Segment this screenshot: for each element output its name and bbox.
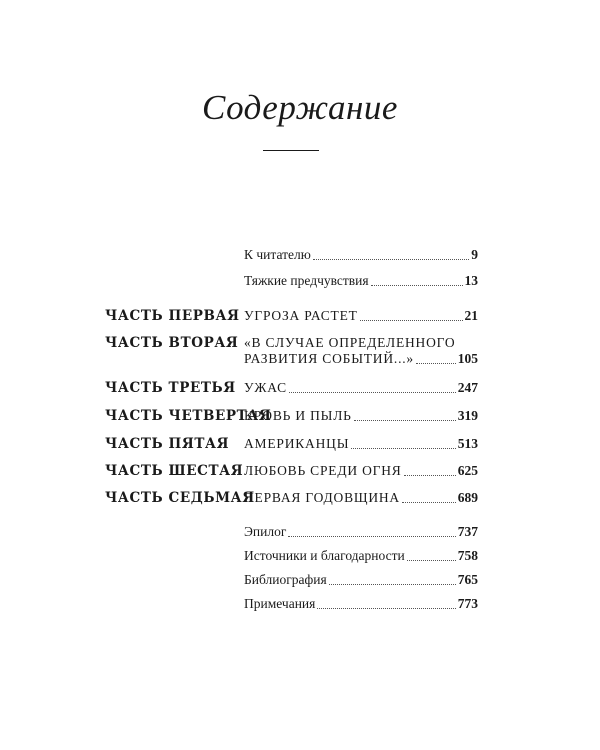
part-label-2: ЧАСТЬ ВТОРАЯ [105,335,239,351]
dot-leader [371,285,463,286]
toc-entry-part-5[interactable] [244,436,478,452]
dot-leader [416,363,456,364]
toc-entry-label: Тяжкие предчувствия [244,273,369,288]
dot-leader [288,536,455,537]
toc-entry-label: АМЕРИКАНЦЫ [244,436,350,451]
toc-page-number: 737 [457,524,478,539]
toc-entry-label: Эпилог [244,524,287,539]
toc-entry-line2 [244,351,478,367]
dot-leader [329,584,456,585]
toc-entry-back-2[interactable] [244,548,478,564]
toc-page-number: 773 [457,596,478,611]
toc-page-number: 247 [457,380,478,395]
toc-entry-part-1[interactable] [244,308,478,324]
toc-page-number: 513 [457,436,478,451]
toc-entry-label: Источники и благодарности [244,548,405,563]
toc-entry-label-line2: РАЗВИТИЯ СОБЫТИЙ...» [244,351,414,366]
toc-page-number: 758 [457,548,478,563]
toc-entry-label-line1: «В СЛУЧАЕ ОПРЕДЕЛЕННОГО [244,335,456,350]
toc-page-number: 765 [457,572,478,587]
part-label-6: ЧАСТЬ ШЕСТАЯ [105,463,244,479]
part-label-1: ЧАСТЬ ПЕРВАЯ [105,308,240,324]
toc-entry-label: ПЕРВАЯ ГОДОВЩИНА [244,490,400,505]
dot-leader [354,420,456,421]
toc-page-number: 319 [457,408,478,423]
part-label-7: ЧАСТЬ СЕДЬМАЯ [105,490,255,506]
part-label-3: ЧАСТЬ ТРЕТЬЯ [105,380,236,396]
dot-leader [313,259,469,260]
dot-leader [402,502,456,503]
dot-leader [407,560,456,561]
toc-entry-label: УГРОЗА РАСТЕТ [244,308,358,323]
toc-entry-label: УЖАС [244,380,287,395]
toc-entry-label: КРОВЬ И ПЫЛЬ [244,408,352,423]
dot-leader [351,448,455,449]
toc-entry-back-1[interactable] [244,524,478,540]
toc-entry-label: ЛЮБОВЬ СРЕДИ ОГНЯ [244,463,402,478]
toc-page-number: 105 [457,351,478,366]
toc-page-number: 21 [464,308,478,323]
toc-entry-front-1[interactable] [244,247,478,263]
toc-page-number: 625 [457,463,478,478]
toc-entry-part-2[interactable] [244,335,478,367]
toc-page-number: 9 [471,247,478,262]
toc-entry-part-6[interactable] [244,463,478,479]
dot-leader [317,608,455,609]
toc-entry-part-3[interactable] [244,380,478,396]
page-title: Содержание [202,88,398,127]
toc-entry-part-7[interactable] [244,490,478,506]
toc-page-number: 689 [457,490,478,505]
dot-leader [404,475,456,476]
toc-entry-back-4[interactable] [244,596,478,612]
toc-entry-label: К читателю [244,247,311,262]
toc-page-number: 13 [464,273,478,288]
toc-entry-back-3[interactable] [244,572,478,588]
toc-entry-part-4[interactable] [244,408,478,424]
toc-entry-label: Библиография [244,572,327,587]
toc-entry-label: Примечания [244,596,316,611]
dot-leader [360,320,463,321]
dot-leader [289,392,456,393]
toc-entry-front-2[interactable] [244,273,478,289]
part-label-5: ЧАСТЬ ПЯТАЯ [105,436,230,452]
part-label-4: ЧАСТЬ ЧЕТВЕРТАЯ [105,408,272,424]
